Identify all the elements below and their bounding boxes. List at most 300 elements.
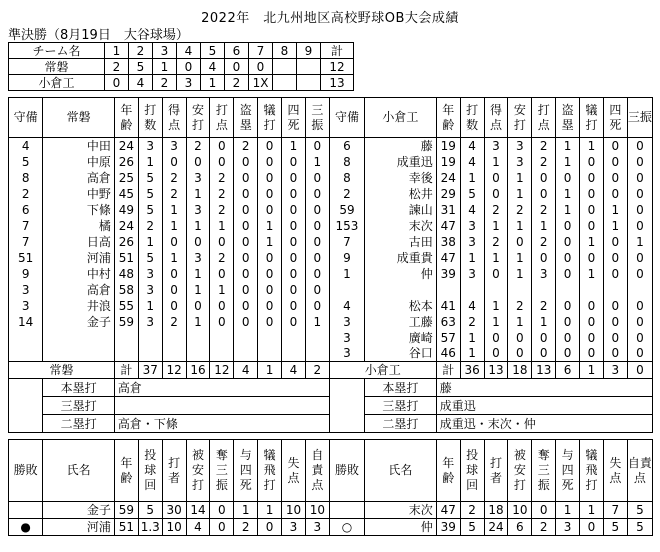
player-stat [234,346,258,362]
player-age: 57 [436,330,460,346]
player-stat: 0 [305,234,329,250]
pitcher-stat: 5 [603,519,627,536]
player-position [329,282,364,298]
player-stat: 0 [603,170,627,186]
pitcher-stat: 0 [210,502,234,519]
total-label: 計 [436,362,460,379]
inning-header: 8 [273,43,297,59]
player-stat: 2 [162,186,186,202]
player-stat: 3 [460,218,484,234]
player-age: 24 [436,170,460,186]
team-name-header: チーム名 [9,43,105,59]
player-stat: 0 [556,298,580,314]
player-stat: 1 [556,202,580,218]
stat-header: 打数 [460,98,484,138]
batting-row [9,266,653,282]
pitcher-stat: 10 [282,502,306,519]
player-stat: 2 [508,202,532,218]
player-stat: 3 [138,314,162,330]
player-stat: 3 [484,138,508,154]
player-stat: 0 [603,154,627,170]
player-name: 中村 [43,266,115,282]
pitcher-stat: 3 [282,519,306,536]
stat-header: 四死 [603,98,627,138]
player-stat: 0 [627,250,652,266]
inning-score: 1 [153,59,177,75]
inning-score: 2 [225,75,249,91]
hit-label: 本塁打 [365,379,437,397]
pitcher-name: 金子 [43,502,115,519]
player-stat: 0 [603,250,627,266]
player-age: 29 [436,186,460,202]
player-stat: 2 [484,202,508,218]
player-stat: 1 [162,218,186,234]
player-stat: 3 [508,138,532,154]
player-position: 14 [9,314,43,330]
player-stat: 1 [186,266,210,282]
total-cell: 13 [532,362,556,379]
player-stat: 0 [258,186,282,202]
player-stat: 0 [258,266,282,282]
player-age: 48 [114,266,138,282]
player-stat: 0 [556,250,580,266]
player-stat: 1 [162,250,186,266]
player-stat: 3 [138,282,162,298]
player-age: 26 [114,234,138,250]
player-stat [162,346,186,362]
player-stat: 0 [580,330,604,346]
player-stat: 0 [210,266,234,282]
player-stat: 5 [138,170,162,186]
inning-score: 1 [201,75,225,91]
player-stat: 0 [305,266,329,282]
player-stat: 0 [627,154,652,170]
player-stat: 1 [186,282,210,298]
pitch-stat-header: 与四死 [234,440,258,502]
player-stat: 0 [508,346,532,362]
player-stat: 0 [258,170,282,186]
player-stat: 2 [210,202,234,218]
age-header: 年齢 [114,440,138,502]
stat-header: 得点 [162,98,186,138]
player-stat: 0 [282,282,306,298]
player-stat: 1 [508,186,532,202]
player-stat: 0 [627,218,652,234]
batting-row [9,234,653,250]
result-header: 勝敗 [329,440,364,502]
player-stat: 0 [556,330,580,346]
stat-header: 四死 [282,98,306,138]
player-name: 廣崎 [365,330,437,346]
player-stat: 1 [603,218,627,234]
player-stat: 0 [627,330,652,346]
player-stat: 3 [162,138,186,154]
player-stat [556,282,580,298]
player-position [9,346,43,362]
player-stat: 2 [532,154,556,170]
player-stat: 1 [186,186,210,202]
inning-header: 9 [297,43,321,59]
stat-header: 打数 [138,98,162,138]
player-stat [138,330,162,346]
player-stat: 0 [484,330,508,346]
player-stat: 5 [138,186,162,202]
player-stat: 0 [210,314,234,330]
player-name: 諫山 [365,202,437,218]
player-stat: 1 [484,218,508,234]
player-stat: 0 [258,314,282,330]
player-stat: 0 [484,186,508,202]
total-cell: 13 [484,362,508,379]
player-stat: 2 [460,314,484,330]
player-stat: 1 [484,298,508,314]
player-stat: 1 [460,250,484,266]
pitcher-name: 河浦 [43,519,115,536]
player-stat: 0 [234,170,258,186]
hit-label: 三塁打 [43,397,115,415]
player-stat: 4 [460,154,484,170]
player-stat [138,346,162,362]
win-loss-mark: ○ [329,519,364,536]
double-right: 成重迅・末次・仲 [436,415,652,433]
player-stat: 0 [305,282,329,298]
player-stat: 0 [234,298,258,314]
stat-header: 得点 [484,98,508,138]
player-position: 4 [9,138,43,154]
player-position: 8 [329,170,364,186]
total-header: 計 [321,43,354,59]
player-stat: 0 [484,170,508,186]
total-cell: 4 [282,362,306,379]
pitcher-stat: 5 [627,502,652,519]
player-name: 古田 [365,234,437,250]
player-stat: 0 [282,154,306,170]
player-stat: 0 [484,346,508,362]
player-stat: 2 [234,138,258,154]
player-stat: 1 [305,154,329,170]
player-stat [532,282,556,298]
player-stat: 0 [580,202,604,218]
player-stat [234,330,258,346]
player-stat: 1 [508,250,532,266]
pitch-stat-header: 犠飛打 [580,440,604,502]
player-stat: 0 [258,202,282,218]
pos-header: 守備 [329,98,364,138]
triple-row [9,397,653,415]
win-loss-mark [329,502,364,519]
player-name: 幸後 [365,170,437,186]
name-header: 氏名 [365,440,437,502]
player-stat: 0 [580,298,604,314]
player-stat: 0 [162,298,186,314]
pos-header: 守備 [9,98,43,138]
home-run-right: 藤 [436,379,652,397]
player-name: 橘 [43,218,115,234]
player-stat: 0 [282,250,306,266]
pitching-table [8,439,653,536]
pitcher-age: 47 [436,502,460,519]
home-run-row [9,379,653,397]
pitcher-age: 59 [114,502,138,519]
total-cell: 3 [603,362,627,379]
player-position: 8 [9,170,43,186]
pitching-row [9,502,653,519]
player-stat: 0 [532,170,556,186]
inning-score: 0 [105,75,129,91]
player-stat [603,282,627,298]
batting-totals-row [9,362,653,379]
player-stat: 0 [627,298,652,314]
player-stat: 0 [258,138,282,154]
result-header: 勝敗 [9,440,43,502]
player-stat: 0 [580,170,604,186]
team-name: 小倉工 [9,75,105,91]
pitch-stat-header: 投球回 [138,440,162,502]
pitch-stat-header: 投球回 [460,440,484,502]
age-header: 年齢 [114,98,138,138]
player-stat: 0 [627,202,652,218]
pitcher-stat: 5 [627,519,652,536]
inning-header: 7 [249,43,273,59]
player-stat: 0 [234,218,258,234]
pitch-stat-header: 奪三振 [210,440,234,502]
stat-header: 盗塁 [556,98,580,138]
player-stat [580,282,604,298]
player-stat [258,330,282,346]
player-stat: 1 [556,154,580,170]
pitcher-stat: 1 [234,502,258,519]
stat-header: 三振 [305,98,329,138]
player-stat: 1 [508,218,532,234]
pitch-stat-header: 打者 [484,440,508,502]
player-stat: 0 [234,154,258,170]
player-stat: 0 [282,314,306,330]
game-subtitle: 準決勝（8月19日 大谷球場） [8,28,189,43]
pitch-stat-header: 被安打 [508,440,532,502]
player-stat: 0 [556,218,580,234]
player-name: 金子 [43,314,115,330]
player-stat: 1 [627,234,652,250]
stat-header: 盗塁 [234,98,258,138]
player-stat: 0 [305,138,329,154]
player-age: 46 [436,346,460,362]
inning-score: 4 [129,75,153,91]
player-stat [186,330,210,346]
player-stat [282,346,306,362]
inning-score [273,59,297,75]
player-stat: 0 [186,154,210,170]
pitcher-stat: 24 [484,519,508,536]
player-stat: 1 [258,234,282,250]
player-stat: 0 [282,218,306,234]
player-name: 松本 [365,298,437,314]
hit-label: 本塁打 [43,379,115,397]
team-name-left: 常磐 [43,98,115,138]
player-stat: 0 [580,218,604,234]
player-position: 3 [329,330,364,346]
player-stat [258,346,282,362]
player-stat [210,346,234,362]
pitcher-age: 39 [436,519,460,536]
pitcher-stat: 0 [210,519,234,536]
player-stat: 0 [603,298,627,314]
batting-table [8,97,653,433]
player-stat: 0 [234,234,258,250]
home-run-left: 高倉 [114,379,329,397]
pitch-stat-header: 与四死 [556,440,580,502]
player-position [9,330,43,346]
hit-label: 三塁打 [365,397,437,415]
player-position: 2 [9,186,43,202]
player-age: 63 [436,314,460,330]
total-score: 13 [321,75,354,91]
inning-score: 4 [201,59,225,75]
player-stat: 0 [282,266,306,282]
inning-header: 6 [225,43,249,59]
player-stat [508,282,532,298]
player-stat: 4 [460,298,484,314]
pitch-stat-header: 自責点 [627,440,652,502]
player-stat: 2 [532,138,556,154]
player-stat: 3 [532,266,556,282]
batting-row [9,314,653,330]
player-stat: 2 [210,250,234,266]
pitch-stat-header: 失点 [282,440,306,502]
player-name: 日高 [43,234,115,250]
player-stat: 4 [460,202,484,218]
player-position: 3 [9,298,43,314]
player-age: 38 [436,234,460,250]
player-stat: 0 [627,346,652,362]
page-title: 2022年 北九州地区高校野球OB大会成績 [201,11,459,26]
player-stat [210,330,234,346]
pitcher-stat: 10 [305,502,329,519]
pitch-stat-header: 被安打 [186,440,210,502]
pitch-stat-header: 失点 [603,440,627,502]
pitcher-stat: 10 [508,502,532,519]
player-age: 49 [114,202,138,218]
player-name: 下條 [43,202,115,218]
player-name: 井浪 [43,298,115,314]
player-position: 153 [329,218,364,234]
player-name: 松井 [365,186,437,202]
player-stat: 0 [580,154,604,170]
player-name: 中原 [43,154,115,170]
player-name [43,330,115,346]
player-stat: 0 [603,330,627,346]
inning-score [273,75,297,91]
player-stat: 1 [460,170,484,186]
player-stat: 0 [556,170,580,186]
inning-header: 3 [153,43,177,59]
pitch-stat-header: 奪三振 [532,440,556,502]
player-stat: 0 [508,330,532,346]
player-stat: 0 [305,298,329,314]
batting-row [9,170,653,186]
total-label: 計 [114,362,138,379]
inning-score [297,75,321,91]
player-name [43,346,115,362]
pitcher-stat: 18 [484,502,508,519]
player-stat: 1 [508,266,532,282]
player-stat: 1 [282,138,306,154]
player-name: 中野 [43,186,115,202]
player-stat [186,346,210,362]
player-age: 47 [436,250,460,266]
stat-header: 犠打 [258,98,282,138]
batting-row [9,346,653,362]
player-stat: 2 [532,234,556,250]
pitcher-stat: 2 [460,502,484,519]
total-cell: 1 [258,362,282,379]
inning-score: 3 [177,75,201,91]
player-stat: 0 [210,298,234,314]
player-stat: 0 [532,346,556,362]
player-stat: 0 [258,282,282,298]
win-loss-mark [9,502,43,519]
player-stat: 0 [234,266,258,282]
pitcher-stat: 30 [162,502,186,519]
total-cell: 4 [234,362,258,379]
age-header: 年齢 [436,98,460,138]
player-stat: 2 [210,170,234,186]
player-stat: 0 [603,314,627,330]
player-stat: 3 [138,138,162,154]
player-stat: 1 [138,234,162,250]
player-age: 59 [114,314,138,330]
player-stat: 1 [186,218,210,234]
batting-row [9,202,653,218]
player-stat: 2 [484,234,508,250]
player-stat: 3 [138,266,162,282]
player-stat [282,330,306,346]
player-stat: 0 [580,346,604,362]
player-position: 4 [329,298,364,314]
triple-right: 成重迅 [436,397,652,415]
player-stat: 1 [484,250,508,266]
player-stat: 0 [305,186,329,202]
player-stat: 5 [138,250,162,266]
player-stat: 0 [627,266,652,282]
player-stat: 1 [532,314,556,330]
player-stat: 2 [162,170,186,186]
player-position: 8 [329,154,364,170]
hit-label: 二塁打 [43,415,115,433]
player-age: 45 [114,186,138,202]
player-stat: 0 [484,266,508,282]
player-position: 3 [329,314,364,330]
scoresheet [8,42,653,536]
player-stat: 1 [580,138,604,154]
player-stat: 2 [186,138,210,154]
pitcher-stat: 5 [460,519,484,536]
player-age: 25 [114,170,138,186]
pitcher-stat: 3 [556,519,580,536]
name-header: 氏名 [43,440,115,502]
pitcher-stat: 1 [580,502,604,519]
player-stat: 0 [556,234,580,250]
player-name: 成重貴 [365,250,437,266]
player-stat: 1 [580,266,604,282]
pitcher-name: 仲 [365,519,437,536]
player-age: 24 [114,218,138,234]
stat-header: 打点 [532,98,556,138]
player-stat: 1 [556,138,580,154]
player-stat: 3 [460,266,484,282]
line-score-row [9,75,354,91]
player-stat: 0 [627,186,652,202]
player-position: 5 [9,154,43,170]
